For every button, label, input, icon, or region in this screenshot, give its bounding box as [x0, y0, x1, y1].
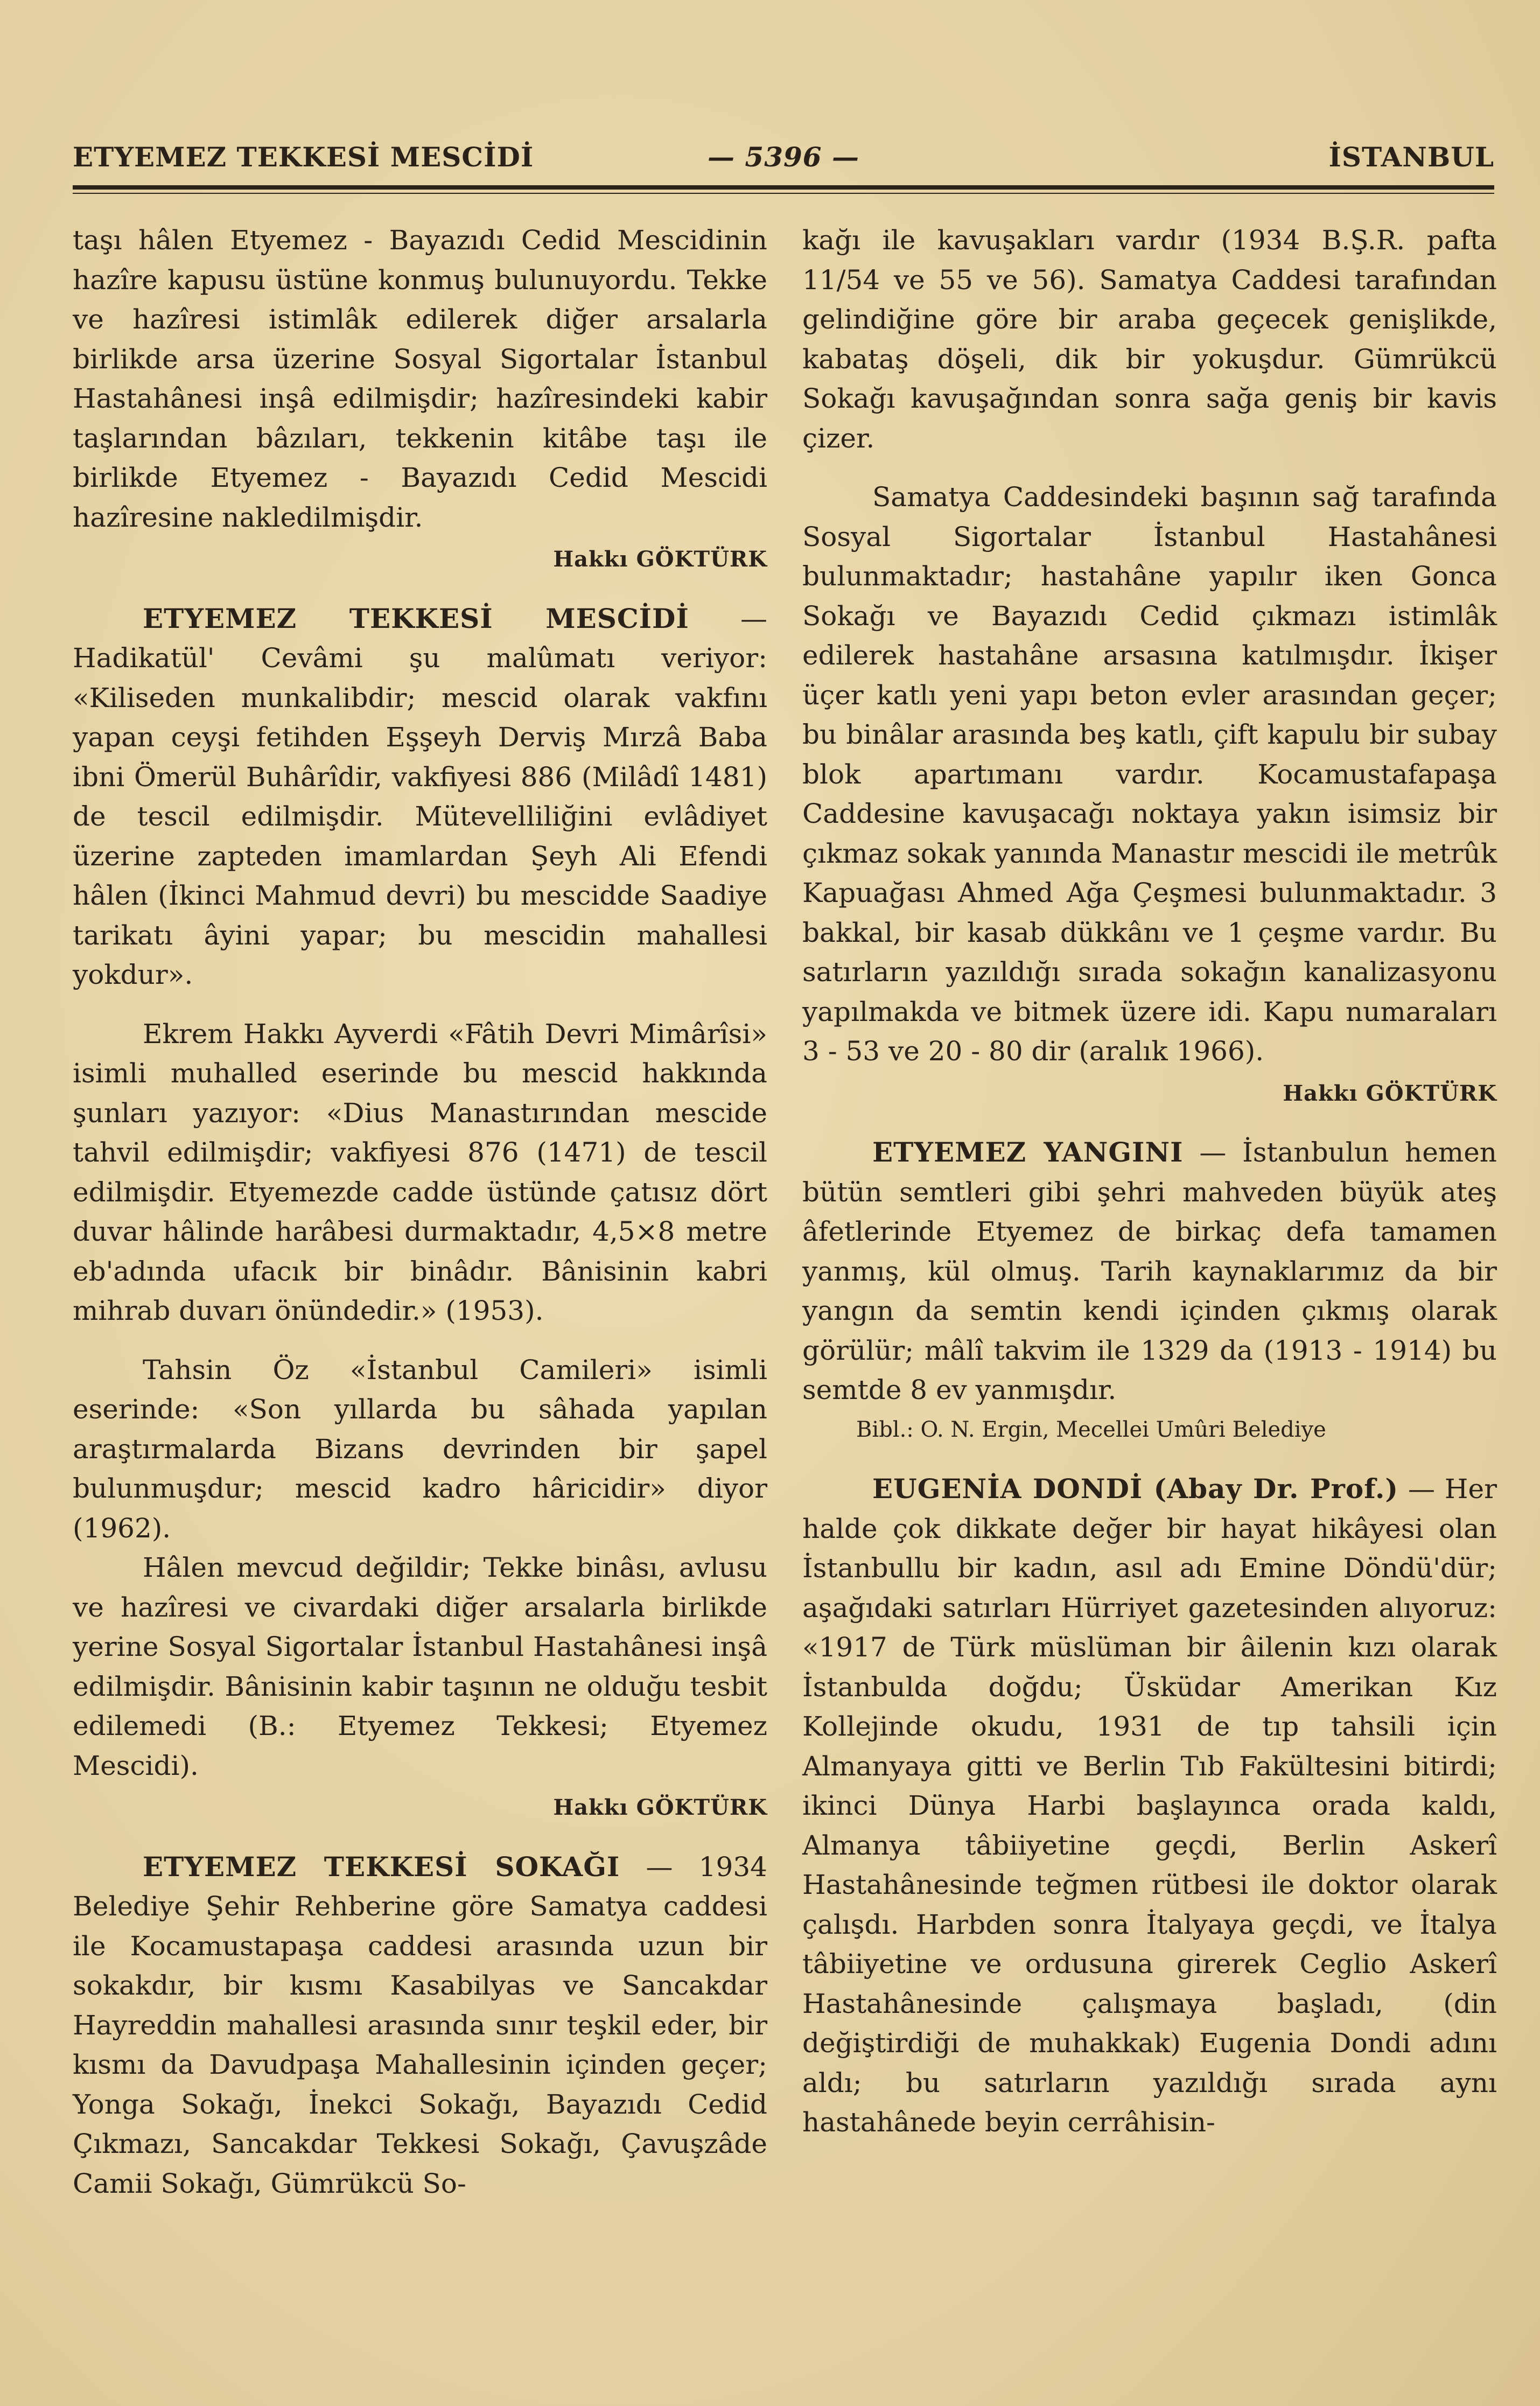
paragraph: taşı hâlen Etyemez - Bayazıdı Cedid Mescidinin hazîre kapusu üstüne konmuş bulunuyordu. Tekke ve hazîresi istimlâk edilerek diğer arsalarla birlikde arsa üzerine Sosyal Sigortalar İstanbul Hastahânesi inşâ edilmişdir; hazîresindeki kabir taşlarından bâzıları, tekkenin kitâbe taşı ile birlikde Etyemez - Bayazıdı Cedid Mescidi hazîresine nakledilmişdir.: [73, 225, 767, 533]
page-number: — 5396 —: [708, 141, 859, 173]
running-header: [73, 141, 1494, 179]
left-column: [73, 221, 767, 2204]
paragraph: Samatya Caddesindeki başının sağ tarafında Sosyal Sigortalar İstanbul Hastahânesi bulunmaktadır; hastahâne yapılır iken Gonca Sokağı ve Bayazıdı Cedid çıkmazı istimlâk edilerek hastahâne arsasına katılmışdır. İkişer üçer katlı yeni yapı beton evler arasından geçer; bu binâlar arasında beş katlı, çift kapulu bir subay blok apartımanı vardır. Kocamustafapaşa Caddesine kavuşacağı noktaya yakın isimsiz bir çıkmaz sokak yanında Manastır mescidi ile metrûk Kapuağası Ahmed Ağa Çeşmesi bulunmaktadır. 3 bakkal, bir kasab dükkânı ve 1 çeşme vardır. Bu satırların yazıldığı sırada sokağın kanalizasyonu yapılmakda ve bitmek üzere idi. Kapu numaraları 3 - 53 ve 20 - 80 dir (aralık 1966).: [802, 481, 1497, 1067]
entry-paragraph: [73, 599, 767, 995]
entry-text: — Her halde çok dikkate değer bir hayat hikâyesi olan İstanbullu bir kadın, asıl adı Emine Döndü'dür; aşağıdaki satırları Hürriyet gazetesinden alıyoruz: «1917 de Türk müslüman bir âilenin kızı olarak İstanbulda doğdu; Üsküdar Amerikan Kız Kollejinde okudu, 1931 de tıp tahsili için Almanyaya gitti ve Berlin Tıb Fakültesini bitirdi; ikinci Dünya Harbi başlayınca orada kaldı, Almanya tâbiiyetine geçdi, Berlin Askerî Hastahânesinde teğmen rütbesi ile doktor olarak çalışdı. Harbden sonra İtalyaya geçdi, ve İtalya tâbiiyetine ve ordusuna girerek Ceglio Askerî Hastahânesinde çalışmaya başladı, (din değiştirdiği de muhakkak) Eugenia Dondi adını aldı; bu satırların yazıldığı sırada aynı hastahânede beyin cerrâhisin-: [802, 1473, 1497, 2138]
author-signature: Hakkı GÖKTÜRK: [553, 1795, 767, 1820]
paragraph: kağı ile kavuşakları vardır (1934 B.Ş.R. pafta 11/54 ve 55 ve 56). Samatya Caddesi tarafından gelindiğine göre bir araba geçecek genişlikde, kabataş döşeli, dik bir yokuşdur. Gümrükcü Sokağı kavuşağından sonra sağa geniş bir kavis çizer.: [802, 225, 1497, 454]
paragraph: Tahsin Öz «İstanbul Camileri» isimli eserinde: «Son yıllarda bu sâhada yapılan araştırmalarda Bizans devrinden bir şapel bulunmuşdur; mescid kadro hâricidir» diyor (1962).: [73, 1354, 767, 1544]
author-signature: Hakkı GÖKTÜRK: [1283, 1080, 1497, 1106]
author-signature: Hakkı GÖKTÜRK: [553, 547, 767, 572]
header-entry-title: ETYEMEZ TEKKESİ MESCİDİ: [73, 141, 534, 173]
entry-heading: ETYEMEZ YANGINI: [872, 1136, 1184, 1168]
entry-heading: ETYEMEZ TEKKESİ MESCİDİ: [143, 602, 689, 634]
entry-paragraph: [802, 1132, 1497, 1410]
entry-text: — 1934 Belediye Şehir Rehberine göre Samatya caddesi ile Kocamustapaşa caddesi arasında uzun bir sokakdır, bir kısmı Kasabilyas ve Sancakdar Hayreddin mahallesi arasında sınır teşkil eder, bir kısmı da Davudpaşa Mahallesinin içinden geçer; Yonga Sokağı, İnekci Sokağı, Bayazıdı Cedid Çıkmazı, Sancakdar Tekkesi Sokağı, Çavuşzâde Camii Sokağı, Gümrükcü So-: [73, 1851, 767, 2199]
entry-text: — Hadikatül' Cevâmi şu malûmatı veriyor: «Kiliseden munkalibdir; mescid olarak vakfını yapan ceyşi fetihden Eşşeyh Derviş Mırzâ Baba ibni Ömerül Buhârîdir, vakfiyesi 886 (Milâdî 1481) de tescil edilmişdir. Mütevelliliğini evlâdiyet üzerine zapteden imamlardan Şeyh Ali Efendi hâlen (İkinci Mahmud devri) bu mescidde Saadiye tarikatı âyini yapar; bu mescidin mahallesi yokdur».: [73, 603, 767, 990]
entry-text: — İstanbulun hemen bütün semtleri gibi şehri mahveden büyük ateş âfetlerinde Etyemez de birkaç defa tamamen yanmış, kül olmuş. Tarih kaynaklarımız da bir yangın da semtin kendi içinden çıkmış olarak görülür; mâlî takvim ile 1329 da (1913 - 1914) bu semtde 8 ev yanmışdır.: [802, 1137, 1497, 1405]
header-rule: [73, 185, 1494, 190]
header-rule-thin: [73, 193, 1494, 194]
entry-paragraph: [73, 1847, 767, 2204]
header-volume-title: İSTANBUL: [1328, 141, 1494, 173]
right-column: [802, 221, 1497, 2143]
entry-heading: ETYEMEZ TEKKESİ SOKAĞI: [143, 1850, 620, 1883]
entry-paragraph: [802, 1469, 1497, 2143]
paragraph: Ekrem Hakkı Ayverdi «Fâtih Devri Mimârîsi» isimli muhalled eserinde bu mescid hakkında şunları yazıyor: «Dius Manastırından mescide tahvil edilmişdir; vakfiyesi 876 (1471) de tescil edilmişdir. Etyemezde cadde üstünde çatısız dört duvar hâlinde harâbesi durmaktadır, 4,5×8 metre eb'adında ufacık bir binâdır. Bânisinin kabri mihrab duvarı önündedir.» (1953).: [73, 1018, 767, 1326]
entry-heading: EUGENİA DONDİ (Abay Dr. Prof.): [872, 1473, 1399, 1505]
paragraph: Hâlen mevcud değildir; Tekke binâsı, avlusu ve hazîresi ve civardaki diğer arsalarla birlikde yerine Sosyal Sigortalar İstanbul Hastahânesi inşâ edilmişdir. Bânisinin kabir taşının ne olduğu tesbit edilemedi (B.: Etyemez Tekkesi; Etyemez Mescidi).: [73, 1552, 767, 1781]
bibliography: Bibl.: O. N. Ergin, Mecellei Umûri Belediye: [856, 1417, 1326, 1442]
